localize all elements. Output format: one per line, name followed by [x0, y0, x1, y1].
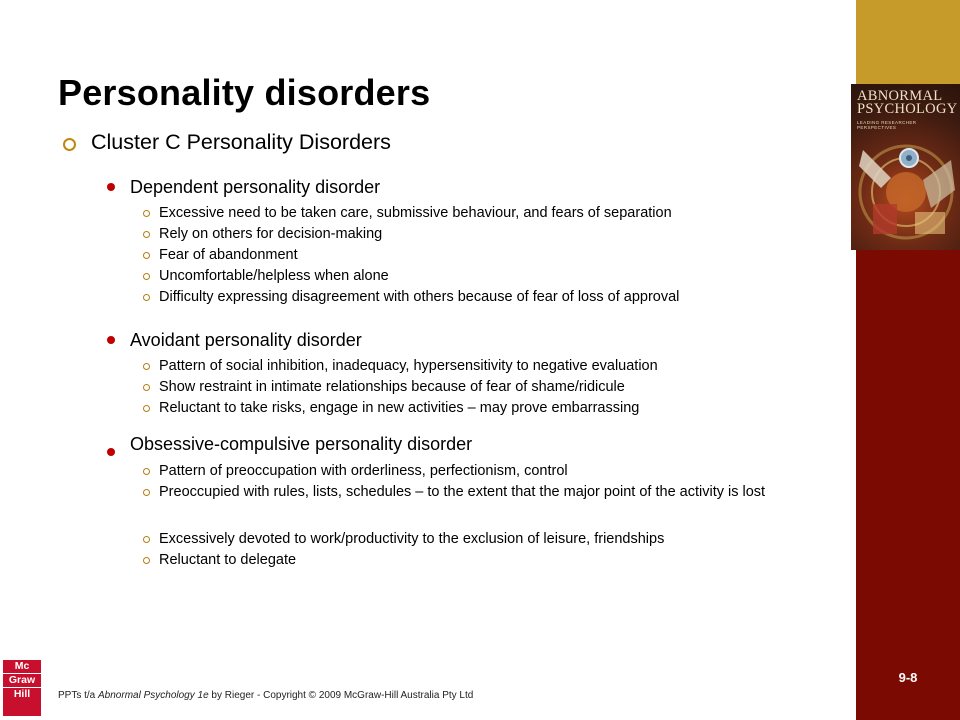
section-label-avoidant: Avoidant personality disorder	[130, 330, 362, 350]
circle-bullet-icon	[143, 468, 150, 475]
circle-bullet-icon	[143, 231, 150, 238]
circle-bullet-icon	[143, 252, 150, 259]
list-item: Pattern of social inhibition, inadequacy, hypersensitivity to negative evaluation	[159, 358, 658, 374]
list-item: Reluctant to take risks, engage in new activities – may prove embarrassing	[159, 400, 640, 416]
circle-bullet-icon	[143, 489, 150, 496]
list-item: Rely on others for decision-making	[159, 226, 383, 242]
book-title-line1: ABNORMAL	[857, 88, 943, 104]
book-cover-image	[851, 84, 960, 250]
section-label-ocpd: Obsessive-compulsive personality disorder	[130, 434, 473, 454]
side-band-top	[856, 0, 960, 84]
list-item: Reluctant to delegate	[159, 552, 297, 568]
list-item: Preoccupied with rules, lists, schedules – to the extent that the major point of the activity is lost	[159, 484, 766, 500]
book-subtitle: LEADING RESEARCHER PERSPECTIVES	[857, 120, 917, 130]
list-item: Excessively devoted to work/productivity to the exclusion of leisure, friendships	[159, 531, 665, 547]
cluster-heading: Cluster C Personality Disorders	[91, 130, 391, 154]
slide-number: 9-8	[898, 670, 918, 685]
book-title-line2: PSYCHOLOGY	[857, 101, 958, 117]
circle-bullet-icon	[143, 210, 150, 217]
footer-prefix: PPTs t/a	[58, 690, 99, 701]
slide-title: Personality disorders	[58, 72, 431, 113]
mcgraw-hill-logo	[2, 659, 42, 717]
list-item: Difficulty expressing disagreement with others because of fear of loss of approval	[159, 289, 680, 305]
circle-bullet-icon	[143, 294, 150, 301]
circle-bullet-icon	[143, 536, 150, 543]
circle-bullet-icon	[63, 138, 76, 151]
circle-bullet-icon	[143, 273, 150, 280]
circle-bullet-icon	[143, 384, 150, 391]
circle-bullet-icon	[143, 405, 150, 412]
dot-bullet-icon	[107, 183, 115, 191]
list-item: Uncomfortable/helpless when alone	[159, 268, 389, 284]
book-title	[851, 90, 960, 116]
book-cover-artwork	[851, 130, 960, 250]
logo-line: Mc	[3, 660, 41, 674]
dot-bullet-icon	[107, 448, 115, 456]
list-item: Show restraint in intimate relationships because of fear of shame/ridicule	[159, 379, 625, 395]
footer-copyright	[58, 690, 473, 701]
footer-book-title: Abnormal Psychology 1e	[98, 690, 209, 701]
list-item: Fear of abandonment	[159, 247, 298, 263]
dot-bullet-icon	[107, 336, 115, 344]
circle-bullet-icon	[143, 363, 150, 370]
logo-line: Graw	[3, 674, 41, 688]
logo-line: Hill	[13, 688, 31, 700]
footer-suffix: by Rieger - Copyright © 2009 McGraw-Hill Australia Pty Ltd	[208, 690, 474, 701]
list-item: Excessive need to be taken care, submissive behaviour, and fears of separation	[159, 205, 672, 221]
section-label-dependent: Dependent personality disorder	[130, 177, 381, 197]
circle-bullet-icon	[143, 557, 150, 564]
list-item: Pattern of preoccupation with orderliness, perfectionism, control	[159, 463, 568, 479]
